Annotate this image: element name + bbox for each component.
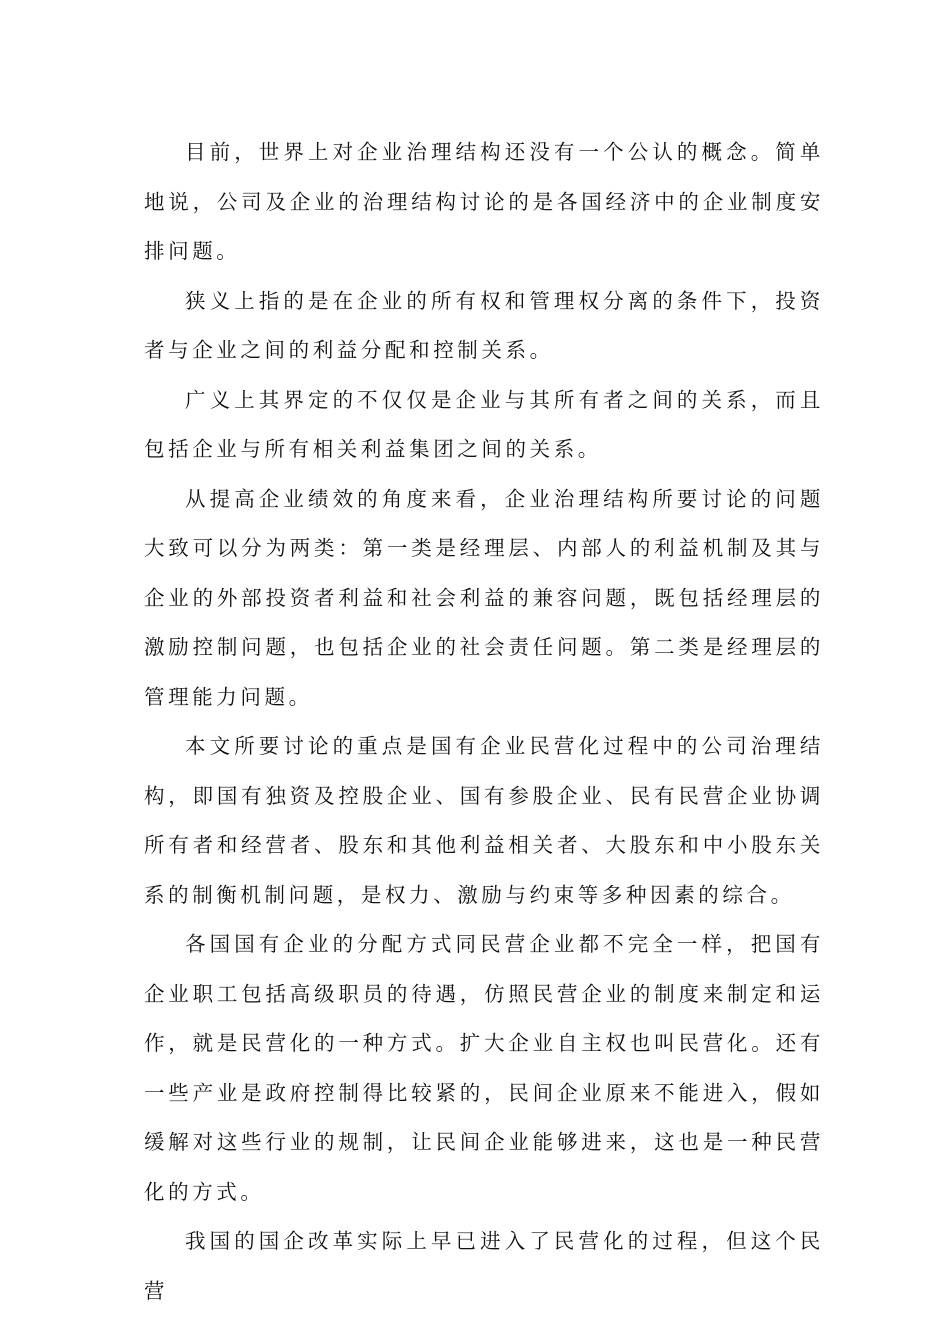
- paragraph-1: 目前，世界上对企业治理结构还没有一个公认的概念。简单地说，公司及企业的治理结构讨论的是各国经济中的企业制度安排问题。: [144, 140, 824, 263]
- paragraph-4: 从提高企业绩效的角度来看，企业治理结构所要讨论的问题大致可以分为两类：第一类是经理层、内部人的利益机制及其与企业的外部投资者利益和社会利益的兼容问题，既包括经理层的激励控制问题，也包括企业的社会责任问题。第二类是经理层的管理能力问题。: [144, 486, 824, 709]
- document-body: [144, 128, 824, 1316]
- paragraph-6: 各国国有企业的分配方式同民营企业都不完全一样，把国有企业职工包括高级职员的待遇，仿照民营企业的制度来制定和运作，就是民营化的一种方式。扩大企业自主权也叫民营化。还有一些产业是政府控制得比较紧的，民间企业原来不能进入，假如缓解对这些行业的规制，让民间企业能够进来，这也是一种民营化的方式。: [144, 932, 824, 1204]
- paragraph-2: 狭义上指的是在企业的所有权和管理权分离的条件下，投资者与企业之间的利益分配和控制关系。: [144, 288, 824, 362]
- paragraph-5: 本文所要讨论的重点是国有企业民营化过程中的公司治理结构，即国有独资及控股企业、国有参股企业、民有民营企业协调所有者和经营者、股东和其他利益相关者、大股东和中小股东关系的制衡机制问题，是权力、激励与约束等多种因素的综合。: [144, 734, 824, 907]
- paragraph-3: 广义上其界定的不仅仅是企业与其所有者之间的关系，而且包括企业与所有相关利益集团之间的关系。: [144, 387, 824, 461]
- paragraph-7: 我国的国企改革实际上早已进入了民营化的过程，但这个民营: [144, 1229, 824, 1303]
